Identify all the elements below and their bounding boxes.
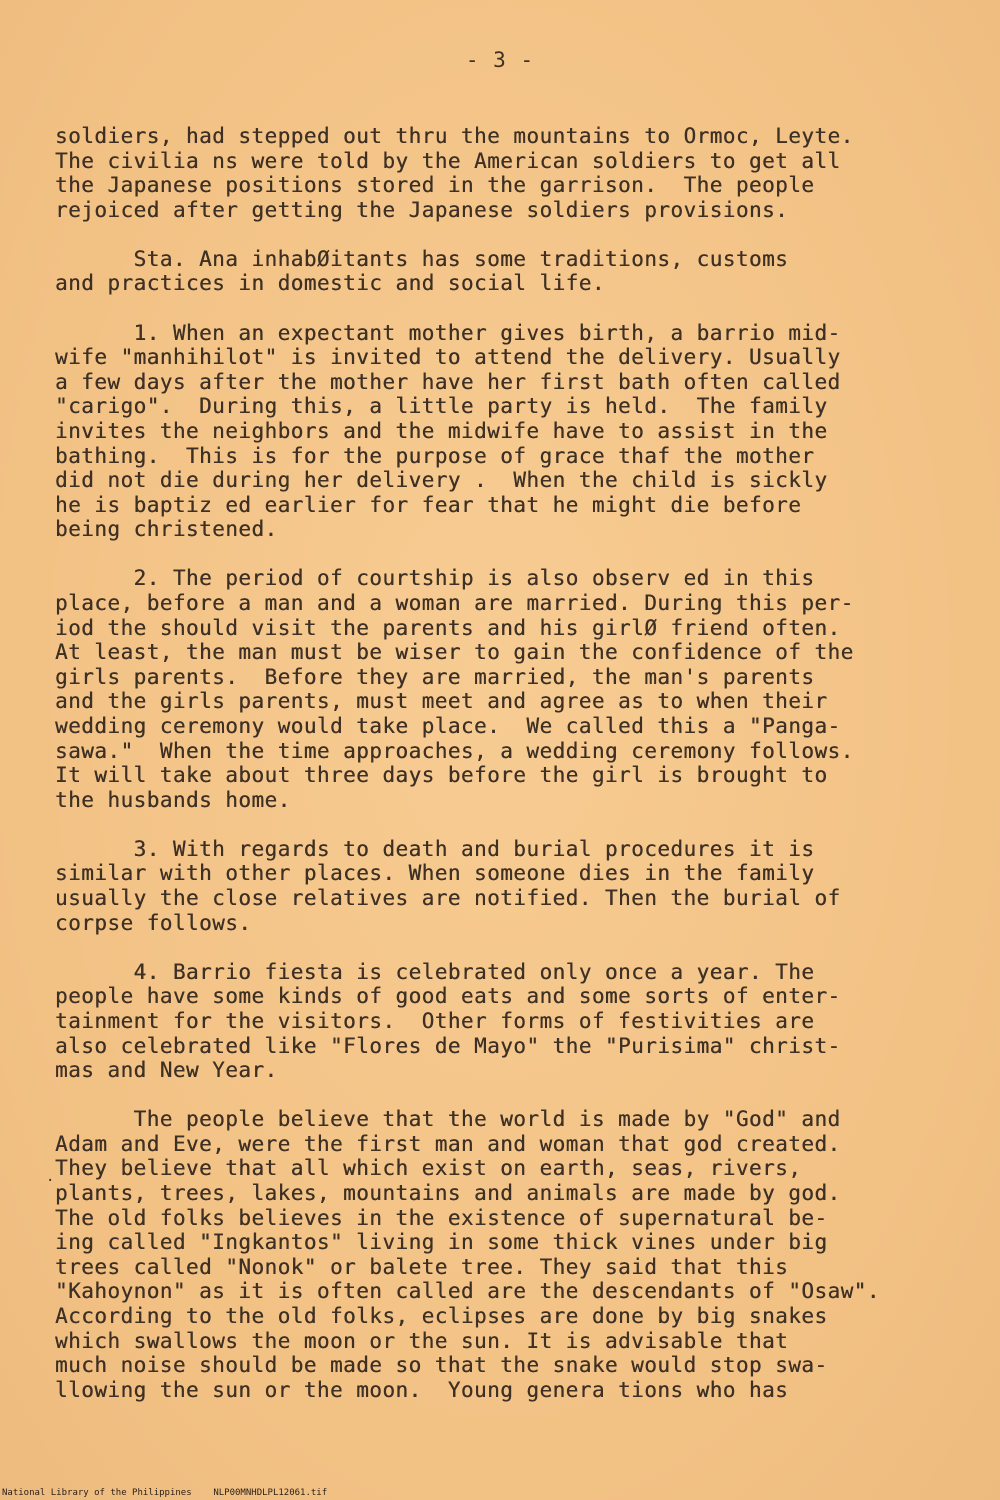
- text-line: he is baptiz ed earlier for fear that he might die before: [55, 492, 802, 517]
- paragraph: [55, 960, 985, 1083]
- text-line: At least, the man must be wiser to gain the confidence of the: [55, 640, 854, 665]
- scan-footer: [2, 1488, 327, 1498]
- text-line: place, before a man and a woman are married. During this per-: [55, 591, 854, 615]
- text-line: mas and New Year.: [55, 1058, 278, 1083]
- paragraph: [55, 837, 985, 935]
- text-line: soldiers, had stepped out thru the mountains to Ormoc, Leyte.: [55, 124, 854, 148]
- text-line: wedding ceremony would take place. We called this a "Panga-: [55, 713, 841, 738]
- text-line: It will take about three days before the girl is brought to: [55, 763, 828, 788]
- text-line: did not die during her delivery . When the child is sickly: [55, 468, 828, 493]
- text-line: 1. When an expectant mother gives birth, a barrio mid-: [55, 320, 841, 345]
- text-line: 3. With regards to death and burial procedures it is: [55, 836, 815, 861]
- paragraph: [55, 247, 985, 296]
- text-line: plants, trees, lakes, mountains and animals are made by god.: [55, 1180, 841, 1205]
- text-line: people have some kinds of good eats and some sorts of enter-: [55, 984, 841, 1009]
- text-line: The old folks believes in the existence of supernatural be-: [55, 1205, 828, 1230]
- text-line: girls parents. Before they are married, the man's parents: [55, 664, 815, 689]
- text-line: According to the old folks, eclipses are done by big snakes: [55, 1303, 828, 1328]
- paragraph: [55, 321, 985, 542]
- text-line: the husbands home.: [55, 787, 291, 812]
- footer-file: NLP00MNHDLPL12061.tif: [213, 1488, 328, 1498]
- text-line: 2. The period of courtship is also observ ed in this: [55, 566, 815, 591]
- text-line: iod the should visit the parents and his girlØ friend often.: [55, 615, 841, 640]
- text-line: Sta. Ana inhabØitants has some traditions, customs: [55, 246, 789, 271]
- text-line: sawa." When the time approaches, a wedding ceremony follows.: [55, 738, 854, 763]
- text-line: "carigo". During this, a little party is held. The family: [55, 394, 828, 419]
- text-line: llowing the sun or the moon. Young genera tions who has: [55, 1377, 789, 1402]
- text-line: which swallows the moon or the sun. It is advisable that: [55, 1328, 789, 1353]
- text-line: being christened.: [55, 517, 278, 542]
- text-line: The people believe that the world is made by "God" and: [55, 1107, 841, 1132]
- text-line: much noise should be made so that the snake would stop swa-: [55, 1353, 828, 1378]
- text-line: rejoiced after getting the Japanese soldiers provisions.: [55, 197, 789, 222]
- text-line: 4. Barrio fiesta is celebrated only once a year. The: [55, 959, 815, 984]
- text-line: invites the neighbors and the midwife have to assist in the: [55, 418, 828, 443]
- text-line: Adam and Eve, were the first man and woman that god created.: [55, 1131, 841, 1156]
- text-line: similar with other places. When someone dies in the family: [55, 861, 815, 886]
- text-line: a few days after the mother have her first bath often called: [55, 369, 841, 394]
- text-line: trees called "Nonok" or balete tree. They said that this: [55, 1254, 789, 1279]
- page-number: - 3 -: [465, 48, 535, 72]
- text-line: and practices in domestic and social life.: [55, 271, 605, 296]
- footer-library: National Library of the Philippines: [2, 1488, 192, 1498]
- text-line: bathing. This is for the purpose of grace thaf the mother: [55, 443, 815, 468]
- document-body: [55, 124, 985, 1427]
- paragraph: [55, 124, 985, 222]
- text-line: They believe that all which exist on earth, seas, rivers,: [55, 1156, 802, 1181]
- margin-mark: ·: [46, 1173, 55, 1189]
- text-line: the Japanese positions stored in the garrison. The people: [55, 173, 815, 198]
- text-line: also celebrated like "Flores de Mayo" the "Purisima" christ-: [55, 1033, 841, 1058]
- paragraph: [55, 566, 985, 812]
- text-line: The civilia ns were told by the American soldiers to get all: [55, 148, 841, 173]
- text-line: wife "manhihilot" is invited to attend the delivery. Usually: [55, 345, 841, 370]
- text-line: corpse follows.: [55, 910, 252, 935]
- paragraph: [55, 1107, 985, 1402]
- text-line: tainment for the visitors. Other forms of festivities are: [55, 1008, 815, 1033]
- text-line: usually the close relatives are notified. Then the burial of: [55, 886, 841, 911]
- text-line: and the girls parents, must meet and agree as to when their: [55, 689, 828, 714]
- text-line: "Kahoynon" as it is often called are the descendants of "Osaw".: [55, 1279, 880, 1304]
- text-line: ing called "Ingkantos" living in some thick vines under big: [55, 1230, 828, 1255]
